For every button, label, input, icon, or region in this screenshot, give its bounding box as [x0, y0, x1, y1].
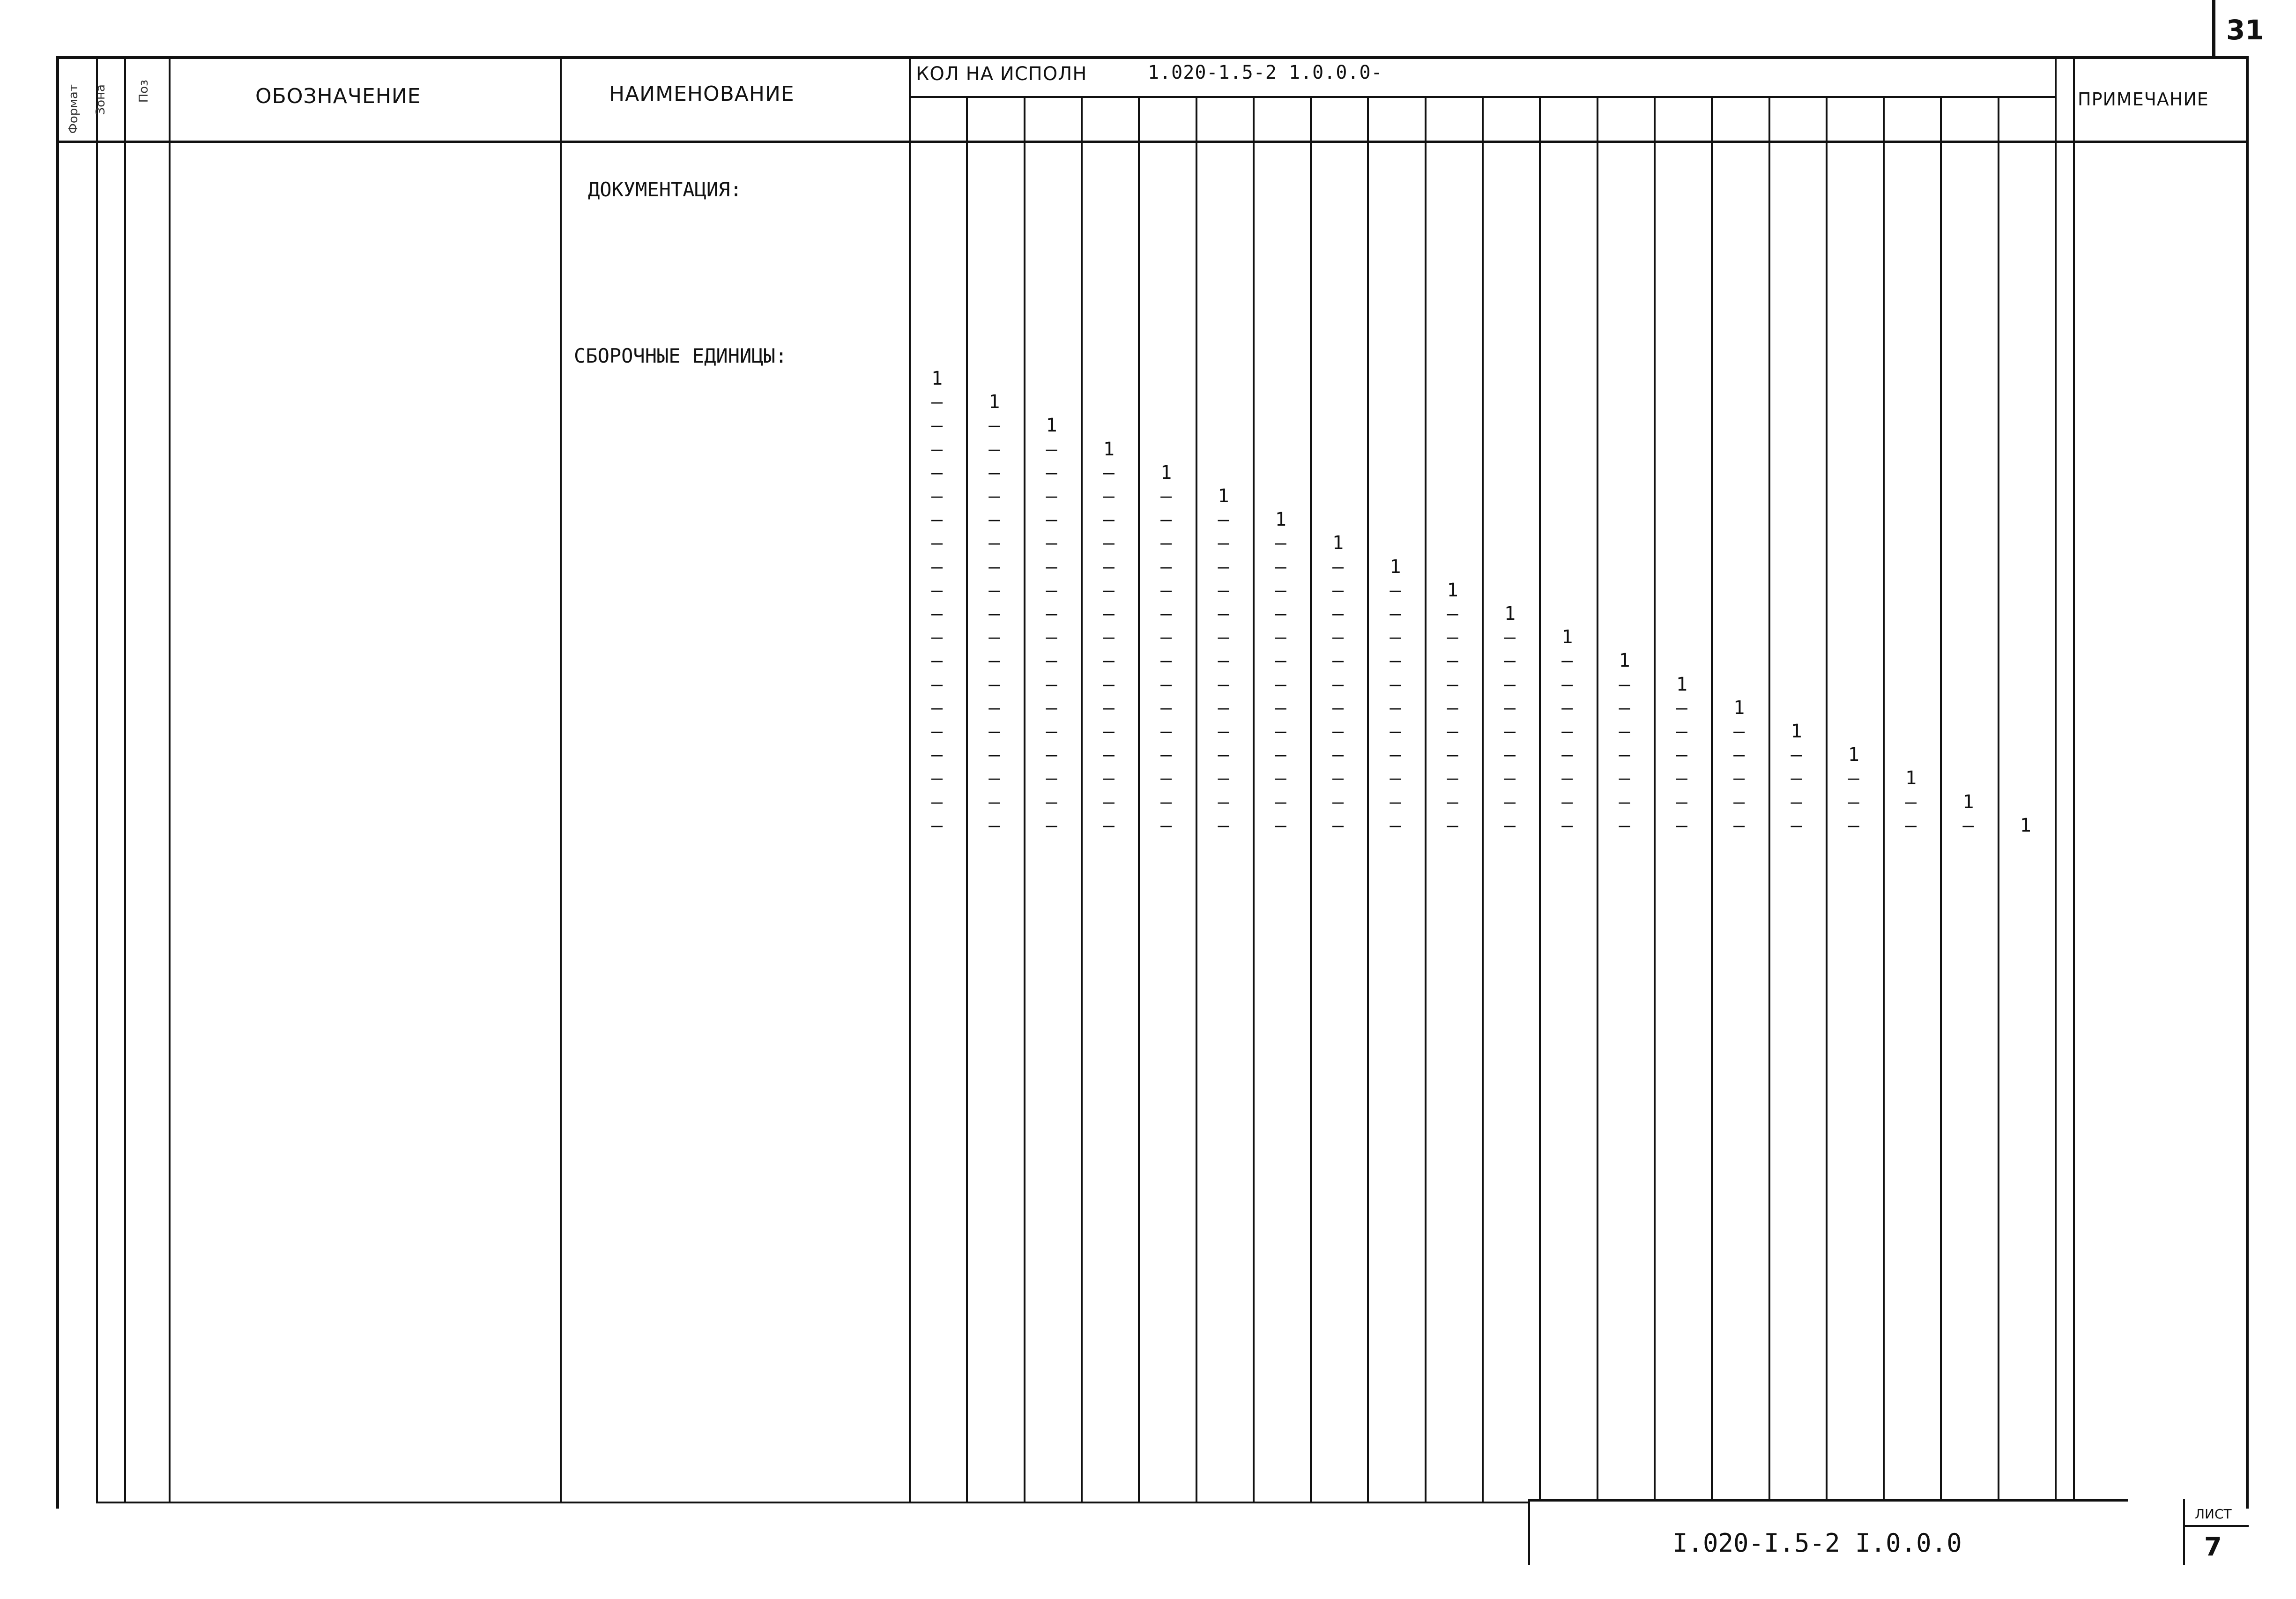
variant-mark: — — [931, 391, 943, 413]
variant-mark: — — [1160, 791, 1172, 813]
variant-mark: — — [1218, 603, 1229, 625]
variant-mark: — — [931, 579, 943, 601]
variant-mark: — — [1791, 744, 1802, 766]
variant-mark: — — [1619, 697, 1630, 719]
variant-mark: — — [988, 744, 1000, 766]
variant-mark: — — [1332, 791, 1344, 813]
variant-mark: — — [1046, 603, 1057, 625]
variant-mark: — — [1962, 814, 1974, 836]
variant-mark: — — [1791, 814, 1802, 836]
variant-mark: — — [1046, 438, 1057, 460]
variant-mark: — — [931, 485, 943, 507]
variant-mark: — — [1046, 673, 1057, 695]
variant-mark: — — [931, 509, 943, 531]
column-line — [96, 56, 98, 1502]
table-bottom-line — [96, 1502, 1530, 1503]
variant-mark: — — [1332, 697, 1344, 719]
variant-mark: — — [1275, 721, 1286, 742]
variant-mark: 1 — [1046, 415, 1057, 437]
variant-column-line — [1253, 96, 1255, 1502]
variant-column-line — [1425, 96, 1427, 1502]
variant-mark: — — [931, 603, 943, 625]
variant-mark: — — [1447, 673, 1458, 695]
variant-mark: 1 — [1733, 697, 1745, 719]
variant-mark: 1 — [1447, 579, 1458, 601]
variant-mark: 1 — [1275, 509, 1286, 531]
variant-mark: — — [1389, 579, 1401, 601]
variant-mark: — — [1447, 603, 1458, 625]
variant-mark: 1 — [2020, 814, 2031, 836]
sheet-label: ЛИСТ — [2195, 1506, 2232, 1522]
variant-mark: — — [1103, 721, 1115, 742]
variant-mark: — — [988, 721, 1000, 742]
variant-mark: — — [1160, 532, 1172, 554]
variant-mark: 1 — [1160, 461, 1172, 483]
variant-mark: — — [1447, 650, 1458, 672]
variant-mark: — — [1275, 626, 1286, 648]
variant-mark: — — [1160, 767, 1172, 789]
variant-mark: — — [931, 461, 943, 483]
variant-mark: — — [1447, 626, 1458, 648]
stamp-left-line — [1528, 1499, 1530, 1565]
variant-mark: — — [1103, 603, 1115, 625]
variant-mark: — — [1275, 603, 1286, 625]
variant-column-line — [1711, 96, 1713, 1502]
variant-mark: — — [931, 673, 943, 695]
variant-mark: 1 — [1504, 603, 1516, 625]
variant-mark: — — [1160, 673, 1172, 695]
variant-mark: — — [1218, 532, 1229, 554]
variant-column-line — [1367, 96, 1369, 1502]
variant-mark: — — [1791, 791, 1802, 813]
variant-mark: — — [1275, 767, 1286, 789]
variant-mark: — — [1046, 626, 1057, 648]
variant-mark: — — [1160, 650, 1172, 672]
variant-mark: — — [1561, 673, 1573, 695]
header-qty-label: КОЛ НА ИСПОЛН — [916, 63, 1087, 85]
sheet-label-line — [2183, 1525, 2249, 1527]
variant-mark: — — [988, 532, 1000, 554]
variant-mark: — — [931, 697, 943, 719]
variant-mark: — — [1504, 744, 1516, 766]
variant-mark: — — [1046, 509, 1057, 531]
variant-mark: — — [988, 461, 1000, 483]
variant-mark: — — [1218, 673, 1229, 695]
variant-mark: — — [1791, 767, 1802, 789]
variant-mark: — — [1332, 767, 1344, 789]
variant-mark: — — [1046, 461, 1057, 483]
note-column-line — [2073, 56, 2075, 1502]
variant-mark: — — [1733, 791, 1745, 813]
variant-mark: — — [931, 721, 943, 742]
variant-mark: — — [1046, 650, 1057, 672]
header-format: Формат — [67, 84, 81, 134]
variant-mark: — — [1389, 814, 1401, 836]
variant-column-line — [1826, 96, 1828, 1502]
variant-column-line — [1768, 96, 1770, 1502]
variant-mark: — — [1046, 697, 1057, 719]
variant-mark: — — [1619, 721, 1630, 742]
variant-mark: — — [931, 532, 943, 554]
variant-mark: — — [988, 438, 1000, 460]
variant-mark: — — [1332, 650, 1344, 672]
variant-mark: — — [1332, 673, 1344, 695]
variant-mark: 1 — [1619, 650, 1630, 672]
variant-mark: — — [1160, 814, 1172, 836]
variant-mark: — — [1160, 556, 1172, 578]
variant-mark: — — [1619, 673, 1630, 695]
variant-mark: — — [1046, 814, 1057, 836]
variant-mark: 1 — [988, 391, 1000, 413]
variant-mark: — — [931, 814, 943, 836]
variant-mark: — — [1389, 744, 1401, 766]
column-line — [124, 56, 126, 1502]
variant-mark: — — [1332, 579, 1344, 601]
variant-mark: — — [1561, 721, 1573, 742]
variant-mark: — — [1447, 697, 1458, 719]
variant-mark: — — [1103, 673, 1115, 695]
variant-mark: 1 — [931, 368, 943, 389]
variant-mark: — — [988, 415, 1000, 437]
variant-mark: 1 — [1389, 556, 1401, 578]
variant-mark: — — [1103, 532, 1115, 554]
variant-mark: — — [1447, 744, 1458, 766]
variant-mark: — — [1046, 767, 1057, 789]
variant-mark: — — [1561, 814, 1573, 836]
variant-mark: — — [1676, 791, 1687, 813]
variant-mark: — — [1160, 721, 1172, 742]
stamp-divider-line — [2183, 1499, 2185, 1565]
variant-mark: — — [1848, 814, 1859, 836]
variant-column-line — [1138, 96, 1140, 1502]
variant-mark: — — [931, 744, 943, 766]
variant-column-line — [1539, 96, 1541, 1502]
variant-mark: — — [1160, 744, 1172, 766]
right-border-line — [2246, 56, 2248, 1502]
variant-mark: — — [1733, 767, 1745, 789]
variant-mark: — — [1389, 673, 1401, 695]
column-line — [169, 56, 171, 1502]
variant-mark: — — [1504, 721, 1516, 742]
variant-mark: — — [1447, 791, 1458, 813]
variant-mark: — — [1389, 603, 1401, 625]
section-documentation: ДОКУМЕНТАЦИЯ: — [588, 178, 742, 201]
header-bottom-line — [56, 141, 2249, 143]
column-line — [560, 56, 562, 1502]
variant-mark: — — [1504, 791, 1516, 813]
variant-mark: — — [1332, 556, 1344, 578]
variant-mark: — — [1218, 791, 1229, 813]
variant-mark: 1 — [1218, 485, 1229, 507]
variant-column-line — [1081, 96, 1083, 1502]
variant-mark: — — [1504, 814, 1516, 836]
variant-mark: — — [1389, 626, 1401, 648]
variant-mark: — — [988, 814, 1000, 836]
variant-mark: — — [1619, 767, 1630, 789]
variant-mark: — — [1218, 744, 1229, 766]
variant-mark: — — [1905, 791, 1917, 813]
variant-column-line — [966, 96, 968, 1502]
variant-mark: — — [1160, 579, 1172, 601]
variant-mark: — — [1046, 485, 1057, 507]
variant-column-line — [1310, 96, 1312, 1502]
variant-mark: — — [931, 626, 943, 648]
variant-mark: — — [931, 767, 943, 789]
variant-mark: — — [931, 556, 943, 578]
variant-mark: — — [1905, 814, 1917, 836]
variant-mark: — — [1676, 744, 1687, 766]
variant-mark: — — [1218, 579, 1229, 601]
header-zone: Зона — [94, 84, 108, 115]
variant-mark: — — [1275, 532, 1286, 554]
sheet-number: 7 — [2204, 1532, 2222, 1562]
variant-mark: — — [988, 579, 1000, 601]
variant-mark: 1 — [1791, 721, 1802, 742]
variant-mark: — — [1103, 791, 1115, 813]
header-note: ПРИМЕЧАНИЕ — [2078, 89, 2209, 110]
variant-column-line — [1998, 96, 1999, 1502]
variant-mark: — — [1504, 697, 1516, 719]
variant-mark: — — [1504, 767, 1516, 789]
variant-mark: — — [1103, 650, 1115, 672]
variant-mark: — — [931, 650, 943, 672]
variant-mark: — — [1046, 721, 1057, 742]
variant-mark: — — [1103, 485, 1115, 507]
variant-column-line — [1196, 96, 1197, 1502]
variant-mark: — — [931, 415, 943, 437]
variant-mark: — — [1447, 721, 1458, 742]
variant-mark: — — [1218, 697, 1229, 719]
variant-mark: — — [1676, 814, 1687, 836]
variant-mark: — — [1103, 744, 1115, 766]
variant-mark: — — [1046, 532, 1057, 554]
variant-mark: — — [1275, 556, 1286, 578]
variant-mark: — — [1046, 744, 1057, 766]
variant-mark: — — [1733, 744, 1745, 766]
variant-mark: — — [1332, 721, 1344, 742]
header-designation: ОБОЗНАЧЕНИЕ — [255, 84, 421, 108]
variant-mark: — — [1103, 579, 1115, 601]
variant-mark: — — [1275, 697, 1286, 719]
variant-mark: — — [1103, 556, 1115, 578]
page-number: 31 — [2226, 14, 2264, 46]
variant-mark: — — [1103, 509, 1115, 531]
variant-mark: — — [1504, 626, 1516, 648]
variant-mark: — — [1275, 650, 1286, 672]
variant-mark: — — [1848, 767, 1859, 789]
variant-mark: — — [1160, 626, 1172, 648]
variant-mark: — — [1447, 814, 1458, 836]
variant-mark: 1 — [1848, 744, 1859, 766]
variant-mark: — — [1275, 579, 1286, 601]
variant-mark: — — [1103, 814, 1115, 836]
variant-mark: — — [931, 438, 943, 460]
variant-mark: — — [1733, 814, 1745, 836]
variant-mark: — — [1733, 721, 1745, 742]
variant-mark: 1 — [1332, 532, 1344, 554]
variant-mark: — — [1561, 744, 1573, 766]
variant-mark: — — [1103, 767, 1115, 789]
variant-mark: — — [988, 697, 1000, 719]
variant-mark: — — [1103, 626, 1115, 648]
variant-mark: — — [1561, 767, 1573, 789]
variant-mark: — — [1676, 767, 1687, 789]
variant-mark: — — [1218, 814, 1229, 836]
variant-mark: — — [1848, 791, 1859, 813]
variant-mark: — — [1275, 744, 1286, 766]
variant-column-line — [2055, 56, 2057, 1502]
variant-mark: — — [988, 556, 1000, 578]
header-qty-code: 1.020-1.5-2 1.0.0.0- — [1148, 62, 1383, 83]
variant-mark: — — [1332, 744, 1344, 766]
variant-mark: — — [1561, 791, 1573, 813]
variant-mark: — — [1218, 721, 1229, 742]
variant-mark: — — [1160, 697, 1172, 719]
variant-mark: — — [1218, 626, 1229, 648]
variant-column-line — [1597, 96, 1598, 1502]
variant-mark: — — [988, 673, 1000, 695]
variant-mark: — — [1160, 603, 1172, 625]
header-pos: Поз — [137, 80, 151, 103]
variant-mark: — — [1504, 650, 1516, 672]
variant-mark: — — [1561, 697, 1573, 719]
variant-mark: — — [1332, 626, 1344, 648]
variant-mark: — — [1504, 673, 1516, 695]
variant-mark: — — [1218, 767, 1229, 789]
variant-mark: — — [988, 603, 1000, 625]
variant-mark: — — [1447, 767, 1458, 789]
variant-mark: 1 — [1561, 626, 1573, 648]
variant-mark: — — [1218, 509, 1229, 531]
header-name: НАИМЕНОВАНИЕ — [609, 82, 795, 106]
variant-mark: — — [988, 767, 1000, 789]
variant-mark: — — [1389, 721, 1401, 742]
variant-mark: — — [1389, 650, 1401, 672]
variant-mark: — — [1389, 791, 1401, 813]
variant-mark: — — [988, 791, 1000, 813]
variant-mark: 1 — [1676, 673, 1687, 695]
variant-mark: — — [1160, 485, 1172, 507]
variant-mark: 1 — [1905, 767, 1917, 789]
variant-mark: — — [1046, 556, 1057, 578]
variant-mark: — — [1332, 603, 1344, 625]
variant-mark: — — [1046, 791, 1057, 813]
variant-mark: — — [988, 650, 1000, 672]
variant-mark: — — [988, 509, 1000, 531]
variant-mark: — — [988, 485, 1000, 507]
variant-mark: — — [1046, 579, 1057, 601]
variant-mark: — — [1619, 814, 1630, 836]
variant-mark: — — [1676, 697, 1687, 719]
variant-mark: — — [1332, 814, 1344, 836]
variant-mark: — — [1275, 791, 1286, 813]
variant-column-line — [1654, 96, 1656, 1502]
variant-mark: — — [1619, 744, 1630, 766]
variant-mark: 1 — [1962, 791, 1974, 813]
variant-mark: — — [1619, 791, 1630, 813]
variant-column-line — [1024, 96, 1025, 1502]
document-code: I.020-I.5-2 I.0.0.0 — [1672, 1528, 1962, 1558]
variant-column-line — [1940, 96, 1942, 1502]
variant-mark: — — [1561, 650, 1573, 672]
variant-mark: — — [1103, 461, 1115, 483]
variant-mark: — — [1218, 556, 1229, 578]
variant-column-line — [1883, 96, 1885, 1502]
variant-mark: — — [931, 791, 943, 813]
variant-mark: — — [1389, 697, 1401, 719]
variant-mark: — — [1160, 509, 1172, 531]
qty-header-line — [909, 96, 2055, 98]
variant-mark: — — [988, 626, 1000, 648]
corner-divider — [2212, 0, 2215, 56]
stamp-top-line — [1528, 1499, 2128, 1502]
column-line — [909, 56, 911, 1502]
variant-mark: — — [1275, 814, 1286, 836]
variant-mark: — — [1275, 673, 1286, 695]
variant-mark: 1 — [1103, 438, 1115, 460]
variant-mark: — — [1676, 721, 1687, 742]
variant-mark: — — [1103, 697, 1115, 719]
variant-column-line — [1482, 96, 1484, 1502]
variant-mark: — — [1218, 650, 1229, 672]
section-assembly-units: СБОРОЧНЫЕ ЕДИНИЦЫ: — [574, 344, 788, 367]
variant-mark: — — [1389, 767, 1401, 789]
